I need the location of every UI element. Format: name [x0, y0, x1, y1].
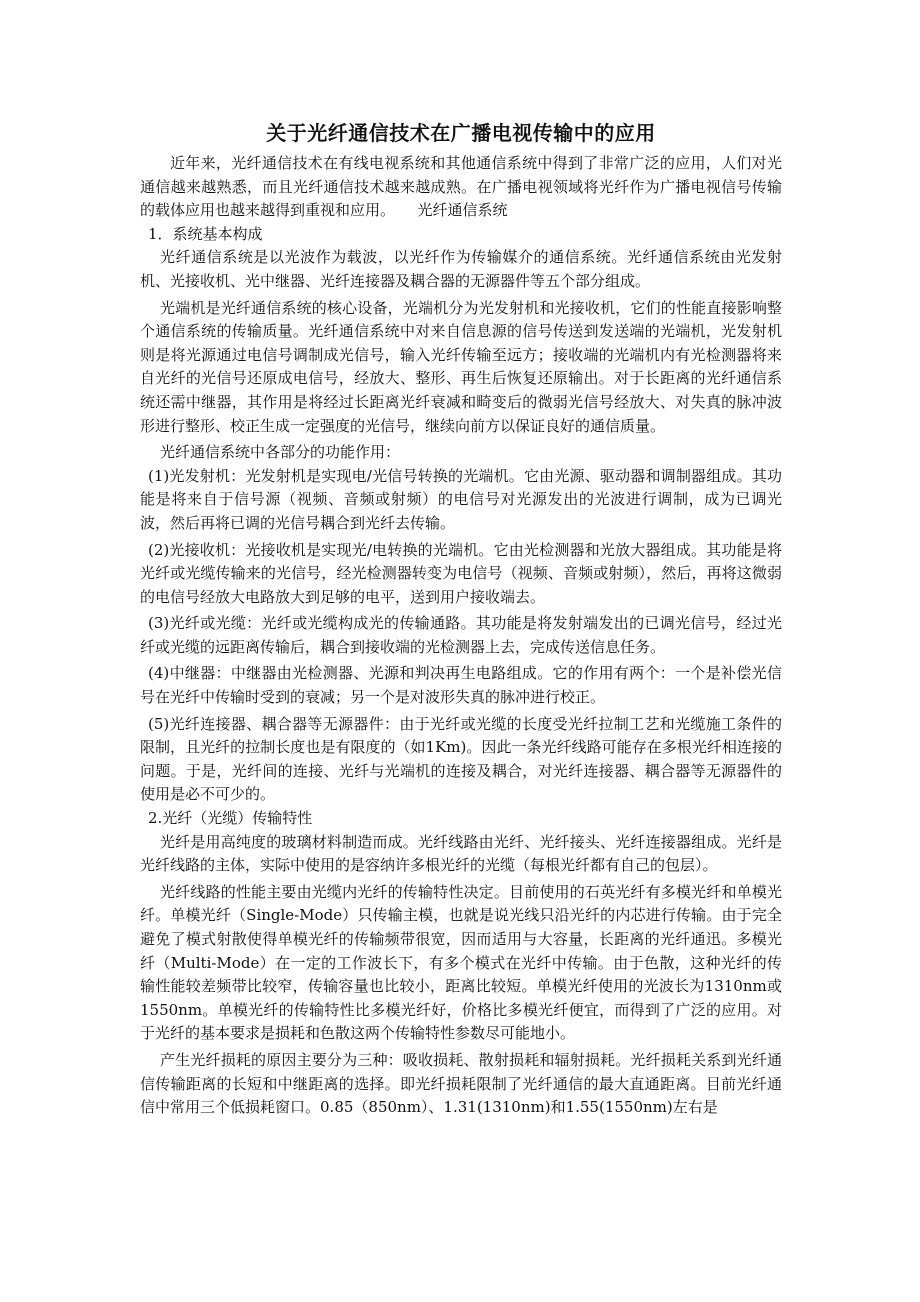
paragraph-transmitter: (1)光发射机：光发射机是实现电/光信号转换的光端机。它由光源、驱动器和调制器组成。其功能是将来自于信号源（视频、音频或射频）的电信号对光源发出的光波进行调制，成为已调光波，然后再将已调的光信号耦合到光纤去传输。: [140, 466, 782, 532]
paragraph-intro: 近年来，光纤通信技术在有线电视系统和其他通信系统中得到了非常广泛的应用，人们对光通信越来越熟悉，而且光纤通信技术越来越成熟。在广播电视领域将光纤作为广播电视信号传输的载体应用也越来越得到重视和应用。 光纤通信系统: [140, 154, 782, 220]
paragraph-system-definition: 光纤通信系统是以光波作为载波，以光纤作为传输媒介的通信系统。光纤通信系统由光发射机、光接收机、光中继器、光纤连接器及耦合器的无源器件等五个部分组成。: [140, 248, 782, 290]
paragraph-fiber-material: 光纤是用高纯度的玻璃材料制造而成。光纤线路由光纤、光纤接头、光纤连接器组成。光纤是光纤线路的主体，实际中使用的是容纳许多根光纤的光缆（每根光纤都有自己的包层）。: [140, 832, 782, 875]
paragraph-fiber-modes: 光纤线路的性能主要由光缆内光纤的传输特性决定。目前使用的石英光纤有多模光纤和单模光纤。单模光纤（Single-Mode）只传输主模，也就是说光线只沿光纤的内芯进行传输。由于完全避免了模式射散使得单模光纤的传输频带很宽，因而适用与大容量，长距离的光纤通迅。多模光纤（Multi-Mode）在一定的工作波长下，有多个模式在光纤中传输。由于色散，这种光纤的传输性能较差频带比较窄，传输容量也比较小，距离比较短。单模光纤使用的光波长为1310nm或1550nm。单模光纤的传输特性比多模光纤好，价格比多模光纤便宜，而得到了广泛的应用。对于光纤的基本要求是损耗和色散这两个传输特性参数尽可能地小。: [140, 882, 782, 1043]
paragraph-optical-terminal: 光端机是光纤通信系统的核心设备，光端机分为光发射机和光接收机，它们的性能直接影响整个通信系统的传输质量。光纤通信系统中对来自信息源的信号传送到发送端的光端机，光发射机则是将光源通过电信号调制成光信号，输入光纤传输至远方；接收端的光端机内有光检测器将来自光纤的光信号还原成电信号，经放大、整形、再生后恢复还原输出。对于长距离的光纤通信系统还需中继器，其作用是将经过长距离光纤衰减和畸变后的微弱光信号经放大、对失真的脉冲波形进行整形、校正生成一定强度的光信号，继续向前方以保证良好的通信质量。: [140, 298, 782, 435]
paragraph-functions-intro: 光纤通信系统中各部分的功能作用：: [160, 443, 401, 462]
paragraph-fiber-cable: (3)光纤或光缆：光纤或光缆构成光的传输通路。其功能是将发射端发出的已调光信号，经过光纤或光缆的远距离传输后，耦合到接收端的光检测器上去，完成传送信息任务。: [140, 614, 782, 656]
section-heading-system-composition: 1．系统基本构成: [148, 224, 263, 243]
section-heading-transmission-characteristics: 2.光纤（光缆）传输特性: [148, 809, 313, 828]
paragraph-passive-devices: (5)光纤连接器、耦合器等无源器件：由于光纤或光缆的长度受光纤拉制工艺和光缆施工条件的限制，且光纤的拉制长度也是有限度的（如1Km)。因此一条光纤线路可能存在多根光纤相连接的问题。于是，光纤间的连接、光纤与光端机的连接及耦合，对光纤连接器、耦合器等无源器件的使用是必不可少的。: [140, 714, 782, 804]
document-title: 关于光纤通信技术在广播电视传输中的应用: [266, 121, 656, 145]
document-page: [140, 118, 782, 1120]
paragraph-receiver: (2)光接收机：光接收机是实现光/电转换的光端机。它由光检测器和光放大器组成。其功能是将光纤或光缆传输来的光信号，经光检测器转变为电信号（视频、音频或射频），然后，再将这微弱的电信号经放大电路放大到足够的电平，送到用户接收端去。: [140, 540, 782, 606]
paragraph-repeater: (4)中继器：中继器由光检测器、光源和判决再生电路组成。它的作用有两个：一个是补偿光信号在光纤中传输时受到的衰减；另一个是对波形失真的脉冲进行校正。: [140, 664, 782, 707]
paragraph-fiber-loss: 产生光纤损耗的原因主要分为三种：吸收损耗、散射损耗和辐射损耗。光纤损耗关系到光纤通信传输距离的长短和中继距离的选择。即光纤损耗限制了光纤通信的最大直通距离。目前光纤通信中常用三个低损耗窗口。0.85（850nm）、1.31(1310nm)和1.55(1550nm)左右是: [140, 1050, 782, 1117]
